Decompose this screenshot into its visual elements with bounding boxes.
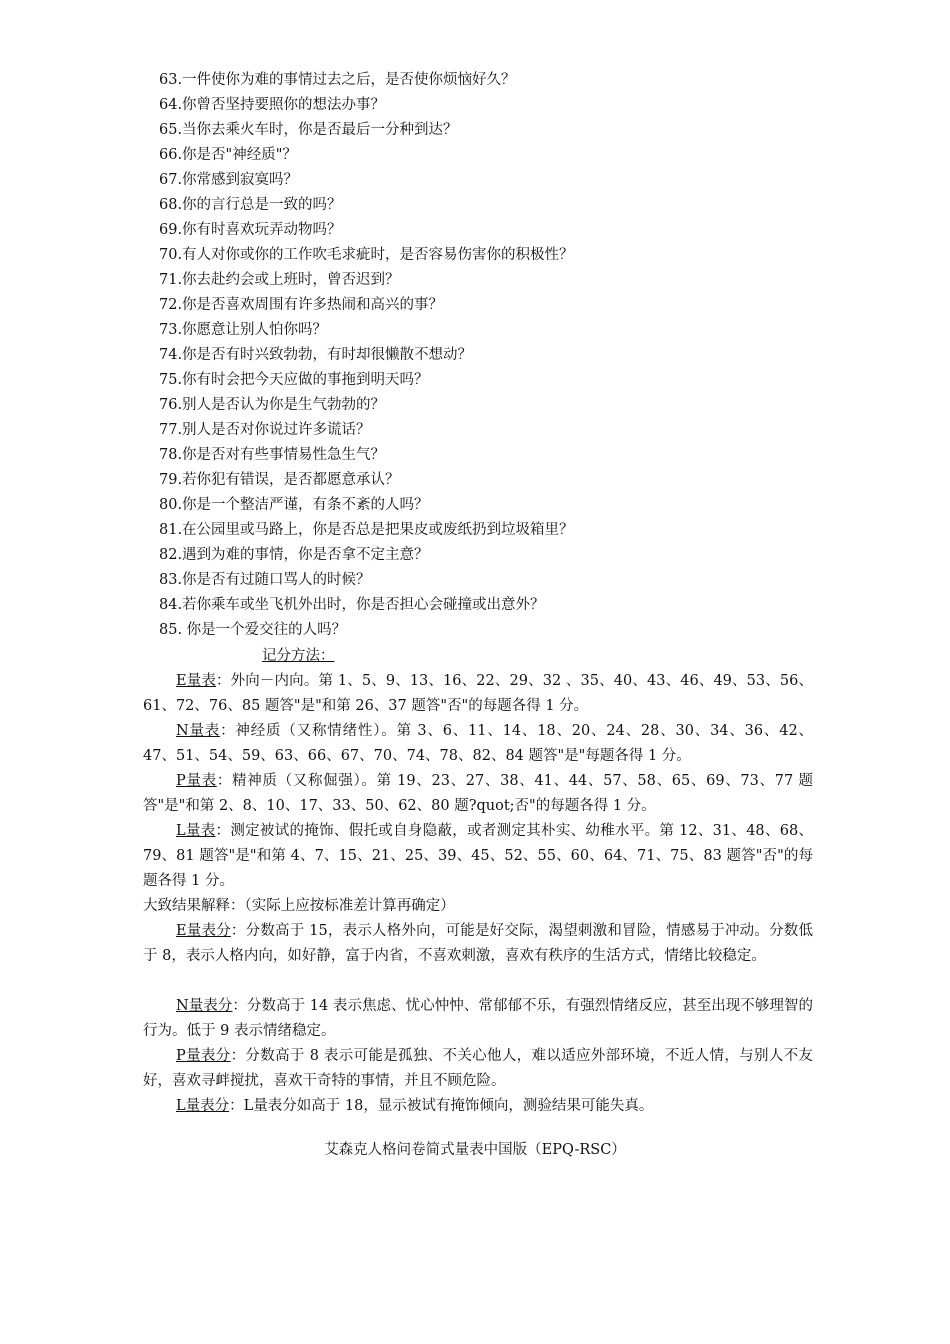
question-item: 65.当你去乘火车时，你是否最后一分种到达？	[159, 122, 458, 138]
scoring-e-paragraph	[143, 669, 813, 719]
scoring-l-paragraph	[143, 819, 813, 894]
question-item: 78.你是否对有些事情易性急生气？	[159, 447, 386, 463]
n-score-label: N量表分	[176, 998, 233, 1014]
question-item: 79.若你犯有错误，是否都愿意承认？	[159, 472, 400, 488]
question-list	[159, 68, 839, 643]
document-footer-title: 艾森克人格问卷简式量表中国版（EPQ-RSC）	[324, 1142, 626, 1158]
question-item: 66.你是否"神经质"？	[159, 147, 297, 163]
scoring-p-paragraph	[143, 769, 813, 819]
question-item: 73.你愿意让别人怕你吗？	[159, 322, 328, 338]
l-score-label: L量表分	[176, 1098, 230, 1114]
n-scale-label: N量表	[176, 723, 221, 739]
question-item: 67.你常感到寂寞吗？	[159, 172, 299, 188]
n-scale-text: ：神经质（又称情绪性）。第 3、6、11、14、18、20、24、28、30、34、36、42、47、51、54、59、63、66、67、70、74、78、82、84 题答"是"每题各得 1 分。	[143, 723, 813, 764]
question-item: 70.有人对你或你的工作吹毛求疵时，是否容易伤害你的积极性？	[159, 247, 574, 263]
question-item: 69.你有时喜欢玩弄动物吗？	[159, 222, 342, 238]
question-item: 84.若你乘车或坐飞机外出时，你是否担心会碰撞或出意外？	[159, 597, 545, 613]
question-item: 80.你是一个整洁严谨，有条不紊的人吗？	[159, 497, 429, 513]
question-item: 72.你是否喜欢周围有许多热闹和高兴的事？	[159, 297, 444, 313]
question-item: 85. 你是一个爱交往的人吗？	[159, 622, 347, 638]
results-n-paragraph	[143, 994, 813, 1044]
question-item: 63.一件使你为难的事情过去之后，是否使你烦恼好久？	[159, 72, 516, 88]
p-score-text: ：分数高于 8 表示可能是孤独、不关心他人，难以适应外部环境，不近人情，与别人不友好，喜欢寻衅搅扰，喜欢干奇特的事情，并且不顾危险。	[143, 1048, 813, 1089]
scoring-n-paragraph	[143, 719, 813, 769]
p-scale-text: ：精神质（又称倔强）。第 19、23、27、38、41、44、57、58、65、69、73、77 题答"是"和第 2、8、10、17、33、50、62、80 题?quot;否"的每题各得 1 分。	[143, 773, 813, 814]
l-scale-text: ：测定被试的掩饰、假托或自身隐蔽，或者测定其朴实、幼稚水平。第 12、31、48、68、79、81 题答"是"和第 4、7、15、21、25、39、45、52、55、60、64、71、75、83 题答"否"的每题各得 1 分。	[143, 823, 813, 889]
question-item: 77.别人是否对你说过许多谎话？	[159, 422, 371, 438]
results-p-paragraph	[143, 1044, 813, 1094]
e-scale-label: E量表	[176, 673, 216, 689]
scoring-title: 记分方法：	[262, 648, 335, 664]
results-heading: 大致结果解释：（实际上应按标准差计算再确定）	[143, 898, 455, 914]
l-scale-label: L量表	[176, 823, 216, 839]
p-scale-label: P量表	[176, 773, 217, 789]
e-scale-text: ：外向－内向。第 1、5、9、13、16、22、29、32 、35、40、43、46、49、53、56、61、72、76、85 题答"是"和第 26、37 题答"否"的每题各得 1 分。	[143, 673, 813, 714]
question-item: 74.你是否有时兴致勃勃，有时却很懒散不想动？	[159, 347, 473, 363]
question-item: 81.在公园里或马路上，你是否总是把果皮或废纸扔到垃圾箱里？	[159, 522, 574, 538]
results-l-paragraph	[143, 1094, 813, 1119]
results-e-paragraph	[143, 919, 813, 969]
question-item: 68.你的言行总是一致的吗？	[159, 197, 342, 213]
question-item: 75.你有时会把今天应做的事拖到明天吗？	[159, 372, 429, 388]
e-score-label: E量表分	[176, 923, 231, 939]
n-score-text: ：分数高于 14 表示焦虑、忧心忡忡、常郁郁不乐，有强烈情绪反应，甚至出现不够理智的行为。低于 9 表示情绪稳定。	[143, 998, 813, 1039]
question-item: 76.别人是否认为你是生气勃勃的？	[159, 397, 386, 413]
question-item: 71.你去赴约会或上班时，曾否迟到？	[159, 272, 400, 288]
question-item: 82.遇到为难的事情，你是否拿不定主意？	[159, 547, 429, 563]
question-item: 83.你是否有过随口骂人的时候？	[159, 572, 371, 588]
question-item: 64.你曾否坚持要照你的想法办事？	[159, 97, 386, 113]
p-score-label: P量表分	[176, 1048, 231, 1064]
e-score-text: ：分数高于 15，表示人格外向，可能是好交际，渴望刺激和冒险，情感易于冲动。分数低于 8，表示人格内向，如好静，富于内省，不喜欢刺激，喜欢有秩序的生活方式，情绪比较稳定。	[143, 923, 813, 964]
l-score-text: ：L量表分如高于 18，显示被试有掩饰倾向，测验结果可能失真。	[229, 1098, 654, 1114]
